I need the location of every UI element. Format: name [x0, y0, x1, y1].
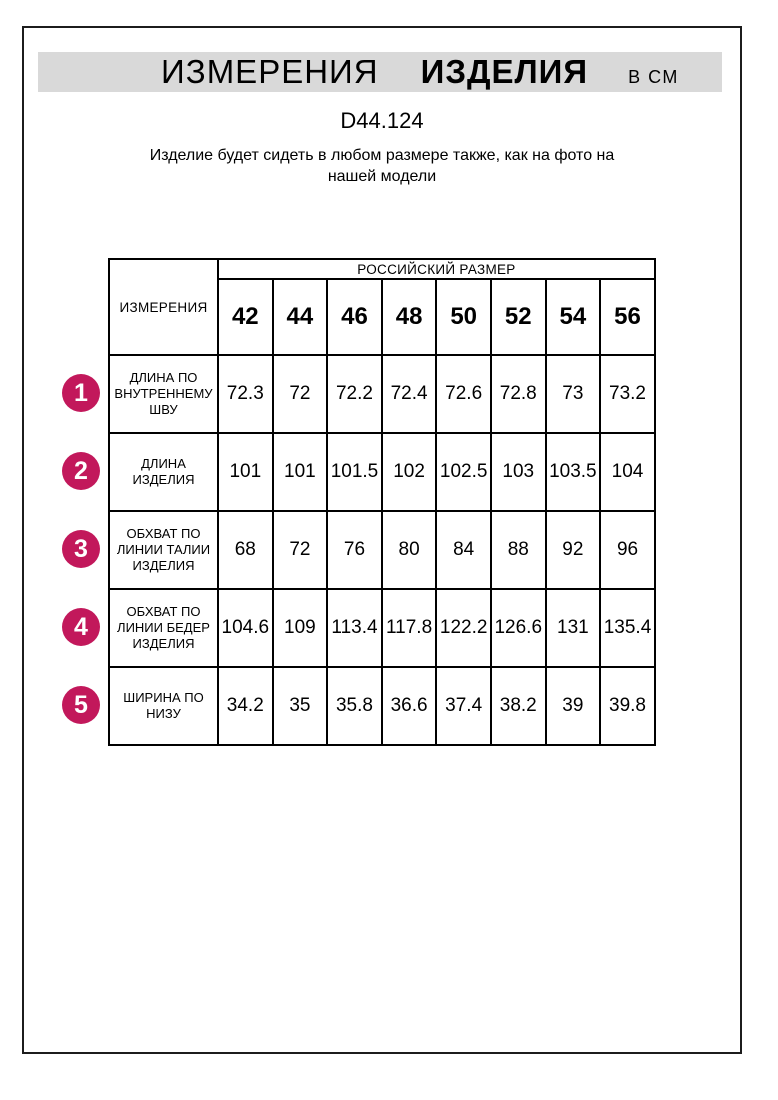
- row-label: ОБХВАТ ПО ЛИНИИ ТАЛИИ ИЗДЕЛИЯ: [109, 511, 218, 589]
- size-header-44: 44: [273, 279, 328, 355]
- title-band: [38, 52, 722, 92]
- value-cell: 72.8: [491, 355, 546, 433]
- row-label: ДЛИНА ПО ВНУТРЕННЕМУ ШВУ: [109, 355, 218, 433]
- value-cell: 34.2: [218, 667, 273, 745]
- title-word-measurements: ИЗМЕРЕНИЯ: [161, 53, 379, 90]
- subtitle-line-2: нашей модели: [327, 168, 437, 185]
- size-header-42: 42: [218, 279, 273, 355]
- row-label: ОБХВАТ ПО ЛИНИИ БЕДЕР ИЗДЕЛИЯ: [109, 589, 218, 667]
- value-cell: 135.4: [600, 589, 655, 667]
- value-cell: 92: [546, 511, 601, 589]
- value-cell: 101.5: [327, 433, 382, 511]
- table-row-hip-girth: [109, 589, 655, 667]
- value-cell: 36.6: [382, 667, 437, 745]
- table-row-bottom-width: [109, 667, 655, 745]
- subtitle: [22, 145, 742, 187]
- value-cell: 109: [273, 589, 328, 667]
- value-cell: 72: [273, 355, 328, 433]
- value-cell: 73.2: [600, 355, 655, 433]
- value-cell: 76: [327, 511, 382, 589]
- value-cell: 104: [600, 433, 655, 511]
- value-cell: 122.2: [436, 589, 491, 667]
- size-header-46: 46: [327, 279, 382, 355]
- size-header-56: 56: [600, 279, 655, 355]
- value-cell: 84: [436, 511, 491, 589]
- size-header-48: 48: [382, 279, 437, 355]
- value-cell: 80: [382, 511, 437, 589]
- subtitle-line-1: Изделие будет сидеть в любом размере также, как на фото на: [149, 147, 615, 164]
- value-cell: 104.6: [218, 589, 273, 667]
- size-header-52: 52: [491, 279, 546, 355]
- value-cell: 35: [273, 667, 328, 745]
- title-word-product: ИЗДЕЛИЯ: [420, 53, 589, 90]
- value-cell: 103.5: [546, 433, 601, 511]
- size-header-50: 50: [436, 279, 491, 355]
- value-cell: 103: [491, 433, 546, 511]
- table-row-waist-girth: [109, 511, 655, 589]
- product-code: D44.124: [340, 108, 424, 133]
- value-cell: 38.2: [491, 667, 546, 745]
- value-cell: 73: [546, 355, 601, 433]
- value-cell: 72.4: [382, 355, 437, 433]
- value-cell: 101: [273, 433, 328, 511]
- row-number-badge-3: 3: [62, 530, 100, 568]
- row-number-badge-1: 1: [62, 374, 100, 412]
- value-cell: 39.8: [600, 667, 655, 745]
- russian-size-header-cell: РОССИЙСКИЙ РАЗМЕР: [218, 259, 655, 279]
- value-cell: 101: [218, 433, 273, 511]
- row-label: ШИРИНА ПО НИЗУ: [109, 667, 218, 745]
- value-cell: 88: [491, 511, 546, 589]
- row-number-badge-4: 4: [62, 608, 100, 646]
- size-header-54: 54: [546, 279, 601, 355]
- value-cell: 102.5: [436, 433, 491, 511]
- value-cell: 72.2: [327, 355, 382, 433]
- size-table: [108, 258, 656, 746]
- value-cell: 117.8: [382, 589, 437, 667]
- row-number-badge-5: 5: [62, 686, 100, 724]
- value-cell: 126.6: [491, 589, 546, 667]
- value-cell: 96: [600, 511, 655, 589]
- row-label: ДЛИНА ИЗДЕЛИЯ: [109, 433, 218, 511]
- value-cell: 113.4: [327, 589, 382, 667]
- table-row-inseam-length: [109, 355, 655, 433]
- value-cell: 102: [382, 433, 437, 511]
- value-cell: 72.3: [218, 355, 273, 433]
- value-cell: 39: [546, 667, 601, 745]
- value-cell: 72: [273, 511, 328, 589]
- value-cell: 68: [218, 511, 273, 589]
- value-cell: 72.6: [436, 355, 491, 433]
- measurements-header-cell: ИЗМЕРЕНИЯ: [109, 259, 218, 355]
- value-cell: 35.8: [327, 667, 382, 745]
- title-unit-cm: В СМ: [628, 67, 679, 87]
- row-number-badge-2: 2: [62, 452, 100, 490]
- value-cell: 37.4: [436, 667, 491, 745]
- table-row-garment-length: [109, 433, 655, 511]
- value-cell: 131: [546, 589, 601, 667]
